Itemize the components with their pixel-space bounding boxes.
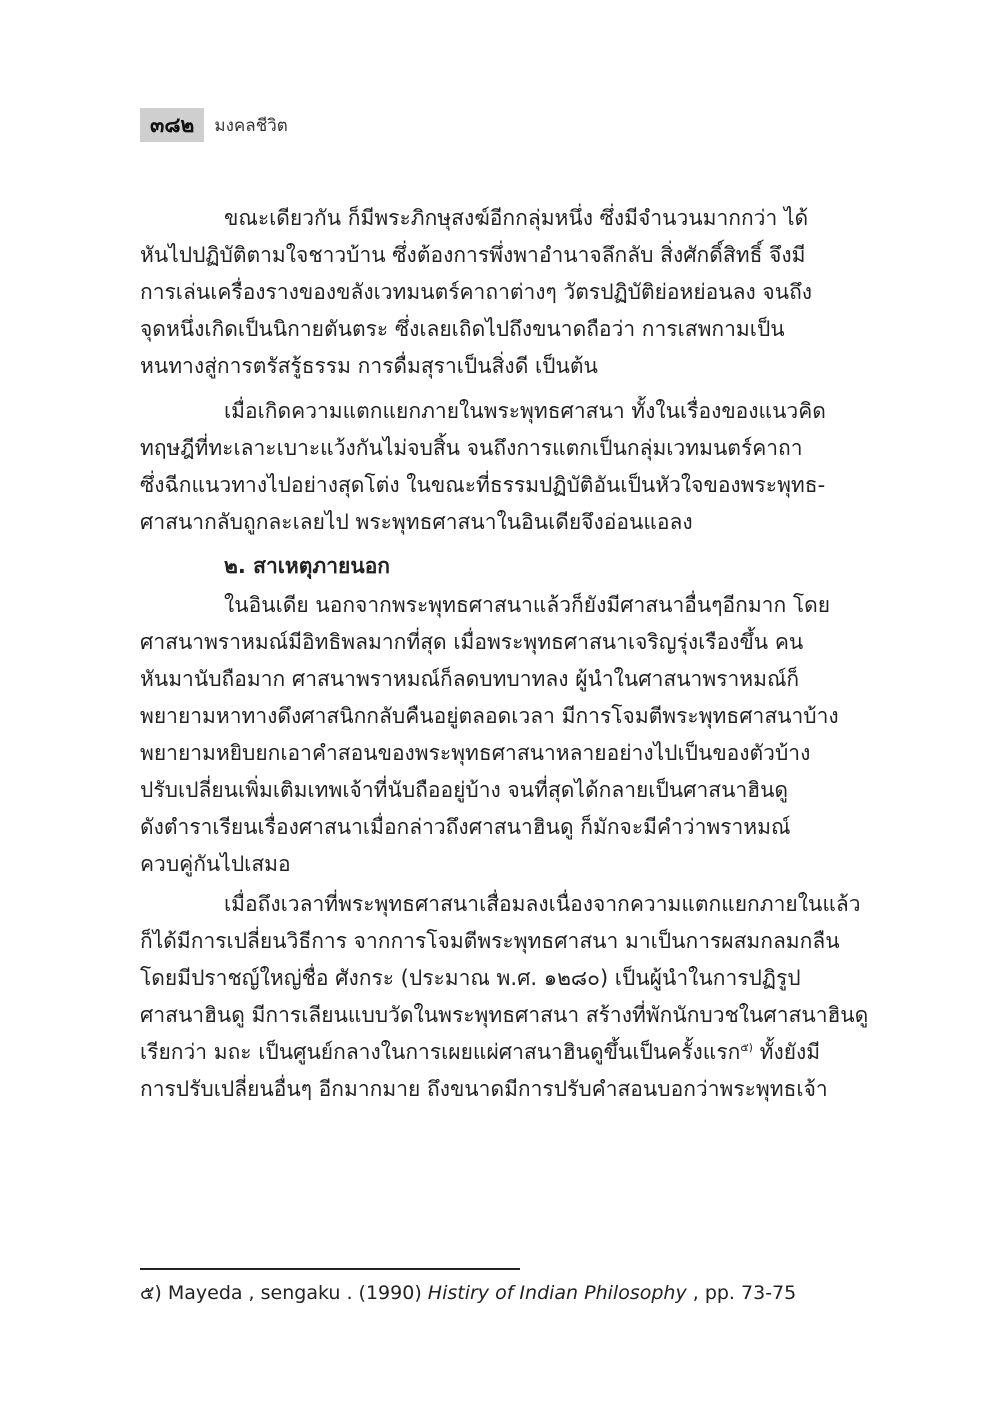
footnote-number: ๕) <box>140 1282 162 1304</box>
page-header <box>140 108 288 142</box>
text-line: จุดหนึ่งเกิดเป็นนิกายตันตระ ซึ่งเลยเถิดไปถึงขนาดถือว่า การเสพกามเป็น <box>140 317 785 341</box>
footnote-marker[interactable]: ๕) <box>740 1041 753 1054</box>
text-line: การเล่นเครื่องรางของขลังเวทมนตร์คาถาต่างๆ วัตรปฏิบัติย่อหย่อนลง จนถึง <box>140 280 813 304</box>
text-segment: ทั้งยังมี <box>752 1040 821 1064</box>
text-line: ศาสนาฮินดู มีการเลียนแบบวัดในพระพุทธศาสนา สร้างที่พักนักบวชในศาสนาฮินดู <box>140 1003 869 1027</box>
section-heading: ๒. สาเหตุภายนอก <box>224 554 391 578</box>
paragraph-1 <box>140 200 835 385</box>
body-text <box>140 200 869 1111</box>
text-line: โดยมีปราชญ์ใหญ่ชื่อ ศังกระ (ประมาณ พ.ศ. ๑๒๘๐) เป็นผู้นำในการปฏิรูป <box>140 966 801 990</box>
footnote-pages: , pp. 73-75 <box>692 1282 797 1304</box>
text-line: ก็ได้มีการเปลี่ยนวิธีการ จากการโจมตีพระพุทธศาสนา มาเป็นการผสมกลมกลืน <box>140 929 840 953</box>
running-title: มงคลชีวิต <box>214 115 288 136</box>
text-line: พยายามหยิบยกเอาคำสอนของพระพุทธศาสนาหลายอย่างไปเป็นของตัวบ้าง <box>140 741 811 765</box>
text-line: พยายามหาทางดึงศาสนิกกลับคืนอยู่ตลอดเวลา มีการโจมตีพระพุทธศาสนาบ้าง <box>140 704 839 728</box>
footnote-divider <box>140 1268 520 1270</box>
text-line: หนทางสู่การตรัสรู้ธรรม การดื่มสุราเป็นสิ่งดี เป็นต้น <box>140 354 598 378</box>
text-line: หันมานับถือมาก ศาสนาพราหมณ์ก็ลดบทบาทลง ผู้นำในศาสนาพราหมณ์ก็ <box>140 667 800 691</box>
text-line: ขณะเดียวกัน ก็มีพระภิกษุสงฆ์อีกกลุ่มหนึ่ง ซึ่งมีจำนวนมากกว่า ได้ <box>224 206 809 230</box>
text-line: หันไปปฏิบัติตามใจชาวบ้าน ซึ่งต้องการพึ่งพาอำนาจลึกลับ สิ่งศักดิ์สิทธิ์ จึงมี <box>140 243 806 267</box>
paragraph-2 <box>140 393 835 541</box>
text-line: เมื่อเกิดความแตกแยกภายในพระพุทธศาสนา ทั้งในเรื่องของแนวคิด <box>224 399 826 423</box>
footnote-title: Histiry of Indian Philosophy <box>427 1282 687 1304</box>
text-segment: เรียกว่า มถะ เป็นศูนย์กลางในการเผยแผ่ศาสนาฮินดูขึ้นเป็นครั้งแรก <box>140 1040 741 1064</box>
text-line: ปรับเปลี่ยนเพิ่มเติมเทพเจ้าที่นับถืออยู่บ้าง จนที่สุดได้กลายเป็นศาสนาฮินดู <box>140 778 789 802</box>
text-line: ในอินเดีย นอกจากพระพุทธศาสนาแล้วก็ยังมีศาสนาอื่นๆอีกมาก โดย <box>224 593 831 617</box>
text-line-with-footnote <box>140 1034 835 1071</box>
text-line: ศาสนากลับถูกละเลยไป พระพุทธศาสนาในอินเดียจึงอ่อนแอลง <box>140 510 693 534</box>
text-line: ทฤษฎีที่ทะเลาะเบาะแว้งกันไม่จบสิ้น จนถึงการแตกเป็นกลุ่มเวทมนตร์คาถา <box>140 436 803 460</box>
text-line: ดังตำราเรียนเรื่องศาสนาเมื่อกล่าวถึงศาสนาฮินดู ก็มักจะมีคำว่าพราหมณ์ <box>140 815 791 839</box>
text-line: ซึ่งฉีกแนวทางไปอย่างสุดโต่ง ในขณะที่ธรรมปฏิบัติอันเป็นหัวใจของพระพุทธ- <box>140 473 826 497</box>
text-line: ควบคู่กันไปเสมอ <box>140 852 291 876</box>
text-line: ศาสนาพราหมณ์มีอิทธิพลมากที่สุด เมื่อพระพุทธศาสนาเจริญรุ่งเรืองขึ้น คน <box>140 630 804 654</box>
text-line: การปรับเปลี่ยนอื่นๆ อีกมากมาย ถึงขนาดมีการปรับคำสอนบอกว่าพระพุทธเจ้า <box>140 1077 828 1101</box>
paragraph-4 <box>140 886 869 1108</box>
footnote <box>140 1280 796 1306</box>
paragraph-3 <box>140 587 839 883</box>
text-line: เมื่อถึงเวลาที่พระพุทธศาสนาเสื่อมลงเนื่องจากความแตกแยกภายในแล้ว <box>224 892 861 916</box>
page-number: ๓๘๒ <box>140 108 204 142</box>
footnote-author: Mayeda , sengaku . (1990) <box>167 1282 422 1304</box>
